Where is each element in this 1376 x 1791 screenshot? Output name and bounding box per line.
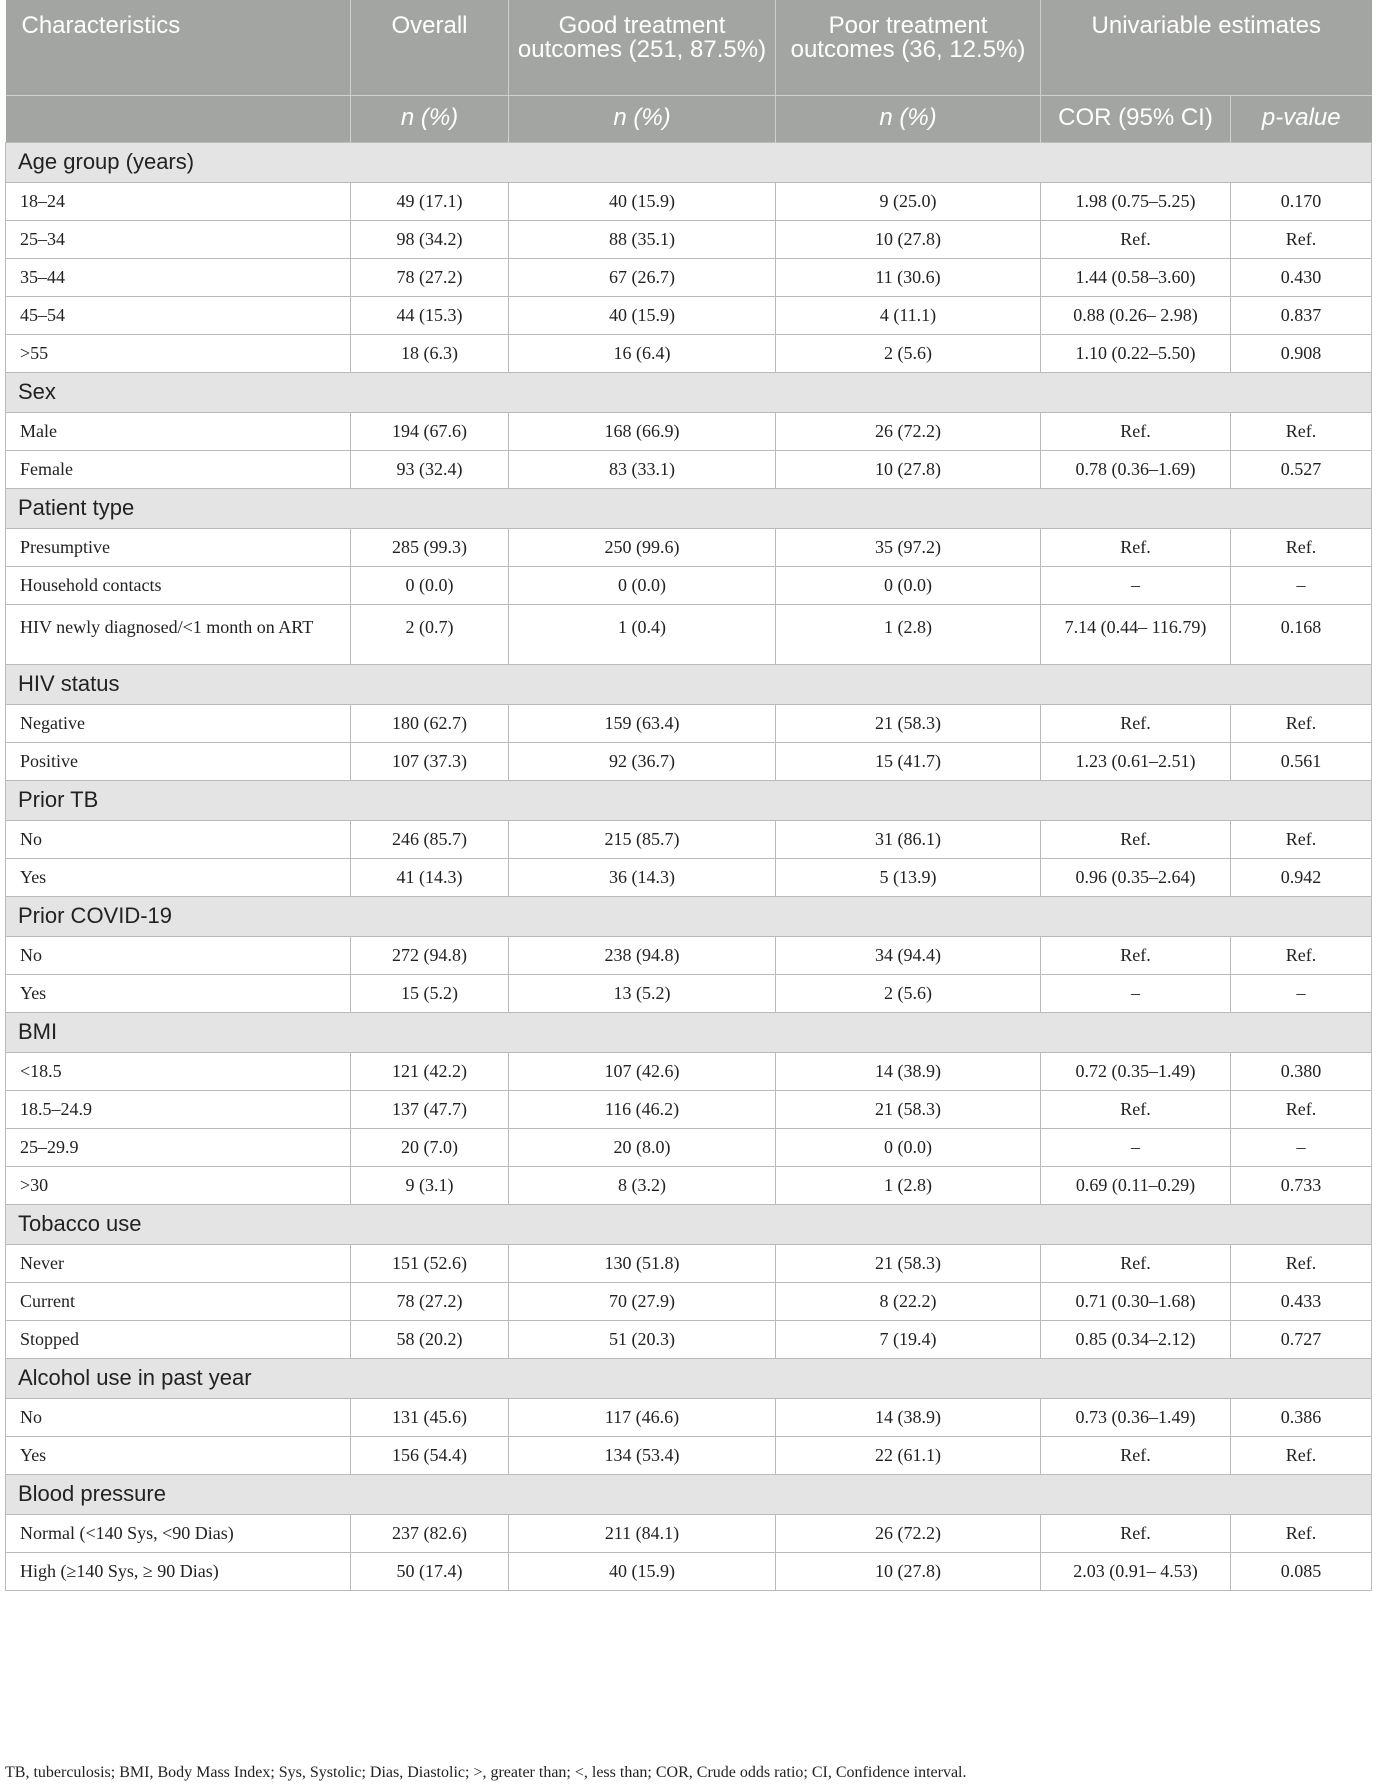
- cell-label: Male: [6, 412, 351, 450]
- section-title: Patient type: [6, 488, 1372, 528]
- results-table: [5, 0, 1372, 1591]
- cell-cor: 0.71 (0.30–1.68): [1041, 1282, 1231, 1320]
- section-header-row: [6, 780, 1372, 820]
- cell-poor: 15 (41.7): [776, 742, 1041, 780]
- cell-pvalue: 0.527: [1231, 450, 1372, 488]
- cell-poor: 5 (13.9): [776, 858, 1041, 896]
- cell-overall: 137 (47.7): [351, 1090, 509, 1128]
- section-title: Prior TB: [6, 780, 1372, 820]
- cell-pvalue: Ref.: [1231, 220, 1372, 258]
- cell-pvalue: 0.837: [1231, 296, 1372, 334]
- cell-good: 134 (53.4): [509, 1436, 776, 1474]
- cell-cor: Ref.: [1041, 528, 1231, 566]
- cell-label: <18.5: [6, 1052, 351, 1090]
- cell-poor: 0 (0.0): [776, 1128, 1041, 1166]
- cell-pvalue: 0.942: [1231, 858, 1372, 896]
- cell-cor: Ref.: [1041, 936, 1231, 974]
- table-row: [6, 974, 1372, 1012]
- cell-pvalue: 0.433: [1231, 1282, 1372, 1320]
- cell-good: 92 (36.7): [509, 742, 776, 780]
- cell-label: No: [6, 820, 351, 858]
- table-row: [6, 1436, 1372, 1474]
- section-header-row: [6, 1474, 1372, 1514]
- header-good-outcomes: Good treatment outcomes (251, 87.5%): [509, 0, 776, 95]
- header-pvalue: p-value: [1231, 95, 1372, 142]
- table-row: [6, 742, 1372, 780]
- table-header: [6, 0, 1372, 142]
- cell-poor: 8 (22.2): [776, 1282, 1041, 1320]
- table-row: [6, 1128, 1372, 1166]
- cell-label: Female: [6, 450, 351, 488]
- cell-overall: 78 (27.2): [351, 258, 509, 296]
- cell-cor: Ref.: [1041, 1514, 1231, 1552]
- cell-label: 35–44: [6, 258, 351, 296]
- cell-overall: 58 (20.2): [351, 1320, 509, 1358]
- cell-cor: 7.14 (0.44– 116.79): [1041, 604, 1231, 664]
- cell-poor: 21 (58.3): [776, 1090, 1041, 1128]
- cell-overall: 151 (52.6): [351, 1244, 509, 1282]
- cell-poor: 1 (2.8): [776, 604, 1041, 664]
- cell-pvalue: 0.908: [1231, 334, 1372, 372]
- cell-poor: 7 (19.4): [776, 1320, 1041, 1358]
- cell-cor: 1.10 (0.22–5.50): [1041, 334, 1231, 372]
- cell-cor: –: [1041, 974, 1231, 1012]
- cell-overall: 44 (15.3): [351, 296, 509, 334]
- cell-overall: 78 (27.2): [351, 1282, 509, 1320]
- cell-label: Presumptive: [6, 528, 351, 566]
- cell-label: >30: [6, 1166, 351, 1204]
- cell-overall: 2 (0.7): [351, 604, 509, 664]
- cell-poor: 34 (94.4): [776, 936, 1041, 974]
- section-title: Sex: [6, 372, 1372, 412]
- cell-label: Yes: [6, 974, 351, 1012]
- cell-label: HIV newly diagnosed/<1 month on ART: [6, 604, 351, 664]
- cell-poor: 21 (58.3): [776, 1244, 1041, 1282]
- cell-good: 215 (85.7): [509, 820, 776, 858]
- cell-poor: 14 (38.9): [776, 1052, 1041, 1090]
- header-cor: COR (95% CI): [1041, 95, 1231, 142]
- cell-cor: 0.85 (0.34–2.12): [1041, 1320, 1231, 1358]
- cell-good: 116 (46.2): [509, 1090, 776, 1128]
- cell-poor: 26 (72.2): [776, 412, 1041, 450]
- cell-cor: Ref.: [1041, 1244, 1231, 1282]
- cell-poor: 9 (25.0): [776, 182, 1041, 220]
- cell-pvalue: 0.733: [1231, 1166, 1372, 1204]
- section-title: Tobacco use: [6, 1204, 1372, 1244]
- cell-cor: Ref.: [1041, 820, 1231, 858]
- header-overall-n: n (%): [351, 95, 509, 142]
- cell-pvalue: –: [1231, 566, 1372, 604]
- cell-label: Never: [6, 1244, 351, 1282]
- cell-overall: 15 (5.2): [351, 974, 509, 1012]
- cell-poor: 21 (58.3): [776, 704, 1041, 742]
- cell-poor: 35 (97.2): [776, 528, 1041, 566]
- cell-overall: 180 (62.7): [351, 704, 509, 742]
- table-footnote: TB, tuberculosis; BMI, Body Mass Index; Sys, Systolic; Dias, Diastolic; >, greater than; <, less than; COR, Crude odds ratio; CI, Confidence interval.: [5, 1764, 967, 1781]
- cell-pvalue: Ref.: [1231, 412, 1372, 450]
- cell-overall: 194 (67.6): [351, 412, 509, 450]
- cell-good: 20 (8.0): [509, 1128, 776, 1166]
- header-univariable: Univariable estimates: [1041, 0, 1372, 95]
- cell-poor: 2 (5.6): [776, 974, 1041, 1012]
- section-title: Alcohol use in past year: [6, 1358, 1372, 1398]
- table-row: [6, 1514, 1372, 1552]
- table-row: [6, 604, 1372, 664]
- cell-cor: Ref.: [1041, 1436, 1231, 1474]
- cell-pvalue: Ref.: [1231, 1514, 1372, 1552]
- section-header-row: [6, 1358, 1372, 1398]
- cell-cor: 0.78 (0.36–1.69): [1041, 450, 1231, 488]
- cell-label: Normal (<140 Sys, <90 Dias): [6, 1514, 351, 1552]
- cell-good: 8 (3.2): [509, 1166, 776, 1204]
- cell-overall: 9 (3.1): [351, 1166, 509, 1204]
- cell-good: 211 (84.1): [509, 1514, 776, 1552]
- table-row: [6, 820, 1372, 858]
- cell-poor: 14 (38.9): [776, 1398, 1041, 1436]
- cell-good: 40 (15.9): [509, 182, 776, 220]
- cell-poor: 0 (0.0): [776, 566, 1041, 604]
- cell-label: No: [6, 1398, 351, 1436]
- cell-label: 18.5–24.9: [6, 1090, 351, 1128]
- section-title: Age group (years): [6, 142, 1372, 182]
- cell-label: Yes: [6, 1436, 351, 1474]
- table-row: [6, 412, 1372, 450]
- cell-label: 25–34: [6, 220, 351, 258]
- cell-good: 13 (5.2): [509, 974, 776, 1012]
- cell-pvalue: –: [1231, 974, 1372, 1012]
- section-title: Blood pressure: [6, 1474, 1372, 1514]
- cell-good: 130 (51.8): [509, 1244, 776, 1282]
- cell-label: Positive: [6, 742, 351, 780]
- cell-good: 238 (94.8): [509, 936, 776, 974]
- cell-label: Negative: [6, 704, 351, 742]
- cell-pvalue: Ref.: [1231, 528, 1372, 566]
- cell-label: Stopped: [6, 1320, 351, 1358]
- cell-overall: 49 (17.1): [351, 182, 509, 220]
- section-header-row: [6, 664, 1372, 704]
- cell-good: 250 (99.6): [509, 528, 776, 566]
- header-overall: Overall: [351, 0, 509, 95]
- section-title: Prior COVID-19: [6, 896, 1372, 936]
- cell-label: >55: [6, 334, 351, 372]
- table-row: [6, 334, 1372, 372]
- cell-good: 168 (66.9): [509, 412, 776, 450]
- cell-pvalue: Ref.: [1231, 1244, 1372, 1282]
- cell-poor: 10 (27.8): [776, 220, 1041, 258]
- table-row: [6, 1282, 1372, 1320]
- cell-overall: 237 (82.6): [351, 1514, 509, 1552]
- cell-overall: 0 (0.0): [351, 566, 509, 604]
- cell-pvalue: –: [1231, 1128, 1372, 1166]
- cell-pvalue: 0.085: [1231, 1552, 1372, 1590]
- cell-cor: 0.72 (0.35–1.49): [1041, 1052, 1231, 1090]
- header-characteristics: Characteristics: [6, 0, 351, 95]
- table-row: [6, 1052, 1372, 1090]
- cell-pvalue: 0.561: [1231, 742, 1372, 780]
- cell-good: 1 (0.4): [509, 604, 776, 664]
- cell-overall: 131 (45.6): [351, 1398, 509, 1436]
- cell-pvalue: Ref.: [1231, 704, 1372, 742]
- section-header-row: [6, 1204, 1372, 1244]
- header-good-n: n (%): [509, 95, 776, 142]
- table-row: [6, 1552, 1372, 1590]
- table-row: [6, 1090, 1372, 1128]
- cell-pvalue: 0.168: [1231, 604, 1372, 664]
- table-row: [6, 450, 1372, 488]
- cell-label: 45–54: [6, 296, 351, 334]
- cell-overall: 246 (85.7): [351, 820, 509, 858]
- table-row: [6, 1166, 1372, 1204]
- cell-poor: 10 (27.8): [776, 1552, 1041, 1590]
- cell-good: 16 (6.4): [509, 334, 776, 372]
- table-row: [6, 858, 1372, 896]
- table-row: [6, 220, 1372, 258]
- cell-cor: Ref.: [1041, 704, 1231, 742]
- cell-pvalue: Ref.: [1231, 1436, 1372, 1474]
- cell-cor: 2.03 (0.91– 4.53): [1041, 1552, 1231, 1590]
- cell-poor: 2 (5.6): [776, 334, 1041, 372]
- cell-overall: 18 (6.3): [351, 334, 509, 372]
- cell-label: 25–29.9: [6, 1128, 351, 1166]
- cell-pvalue: 0.727: [1231, 1320, 1372, 1358]
- section-header-row: [6, 142, 1372, 182]
- cell-good: 83 (33.1): [509, 450, 776, 488]
- cell-label: 18–24: [6, 182, 351, 220]
- cell-good: 0 (0.0): [509, 566, 776, 604]
- section-header-row: [6, 1012, 1372, 1052]
- section-header-row: [6, 896, 1372, 936]
- cell-good: 88 (35.1): [509, 220, 776, 258]
- cell-poor: 22 (61.1): [776, 1436, 1041, 1474]
- header-poor-n: n (%): [776, 95, 1041, 142]
- cell-poor: 4 (11.1): [776, 296, 1041, 334]
- cell-overall: 98 (34.2): [351, 220, 509, 258]
- results-table-container: [5, 0, 1371, 1591]
- cell-poor: 10 (27.8): [776, 450, 1041, 488]
- table-row: [6, 566, 1372, 604]
- header-row-1: [6, 0, 1372, 95]
- cell-good: 51 (20.3): [509, 1320, 776, 1358]
- cell-cor: Ref.: [1041, 220, 1231, 258]
- cell-cor: 0.69 (0.11–0.29): [1041, 1166, 1231, 1204]
- cell-cor: –: [1041, 566, 1231, 604]
- table-row: [6, 1398, 1372, 1436]
- cell-cor: 0.73 (0.36–1.49): [1041, 1398, 1231, 1436]
- cell-pvalue: 0.170: [1231, 182, 1372, 220]
- cell-cor: –: [1041, 1128, 1231, 1166]
- cell-poor: 11 (30.6): [776, 258, 1041, 296]
- section-title: BMI: [6, 1012, 1372, 1052]
- cell-cor: 1.23 (0.61–2.51): [1041, 742, 1231, 780]
- header-poor-outcomes: Poor treatment outcomes (36, 12.5%): [776, 0, 1041, 95]
- table-row: [6, 296, 1372, 334]
- cell-cor: 1.44 (0.58–3.60): [1041, 258, 1231, 296]
- cell-good: 36 (14.3): [509, 858, 776, 896]
- cell-overall: 156 (54.4): [351, 1436, 509, 1474]
- table-row: [6, 936, 1372, 974]
- section-title: HIV status: [6, 664, 1372, 704]
- cell-label: Current: [6, 1282, 351, 1320]
- cell-good: 107 (42.6): [509, 1052, 776, 1090]
- cell-poor: 26 (72.2): [776, 1514, 1041, 1552]
- cell-label: Household contacts: [6, 566, 351, 604]
- cell-cor: 1.98 (0.75–5.25): [1041, 182, 1231, 220]
- cell-cor: 0.96 (0.35–2.64): [1041, 858, 1231, 896]
- cell-overall: 272 (94.8): [351, 936, 509, 974]
- cell-pvalue: 0.386: [1231, 1398, 1372, 1436]
- section-header-row: [6, 488, 1372, 528]
- table-row: [6, 704, 1372, 742]
- header-row-2: [6, 95, 1372, 142]
- table-row: [6, 528, 1372, 566]
- cell-good: 40 (15.9): [509, 296, 776, 334]
- cell-overall: 285 (99.3): [351, 528, 509, 566]
- cell-overall: 93 (32.4): [351, 450, 509, 488]
- cell-pvalue: Ref.: [1231, 1090, 1372, 1128]
- cell-cor: Ref.: [1041, 1090, 1231, 1128]
- cell-good: 70 (27.9): [509, 1282, 776, 1320]
- cell-pvalue: Ref.: [1231, 820, 1372, 858]
- table-row: [6, 1320, 1372, 1358]
- table-body: [6, 142, 1372, 1590]
- header-blank: [6, 95, 351, 142]
- cell-label: No: [6, 936, 351, 974]
- section-header-row: [6, 372, 1372, 412]
- cell-good: 159 (63.4): [509, 704, 776, 742]
- cell-pvalue: Ref.: [1231, 936, 1372, 974]
- cell-overall: 121 (42.2): [351, 1052, 509, 1090]
- cell-overall: 50 (17.4): [351, 1552, 509, 1590]
- cell-good: 40 (15.9): [509, 1552, 776, 1590]
- cell-poor: 31 (86.1): [776, 820, 1041, 858]
- cell-overall: 41 (14.3): [351, 858, 509, 896]
- cell-pvalue: 0.380: [1231, 1052, 1372, 1090]
- cell-cor: Ref.: [1041, 412, 1231, 450]
- cell-cor: 0.88 (0.26– 2.98): [1041, 296, 1231, 334]
- cell-overall: 107 (37.3): [351, 742, 509, 780]
- cell-poor: 1 (2.8): [776, 1166, 1041, 1204]
- table-row: [6, 182, 1372, 220]
- table-row: [6, 258, 1372, 296]
- cell-label: Yes: [6, 858, 351, 896]
- cell-good: 117 (46.6): [509, 1398, 776, 1436]
- cell-good: 67 (26.7): [509, 258, 776, 296]
- table-row: [6, 1244, 1372, 1282]
- cell-pvalue: 0.430: [1231, 258, 1372, 296]
- cell-overall: 20 (7.0): [351, 1128, 509, 1166]
- cell-label: High (≥140 Sys, ≥ 90 Dias): [6, 1552, 351, 1590]
